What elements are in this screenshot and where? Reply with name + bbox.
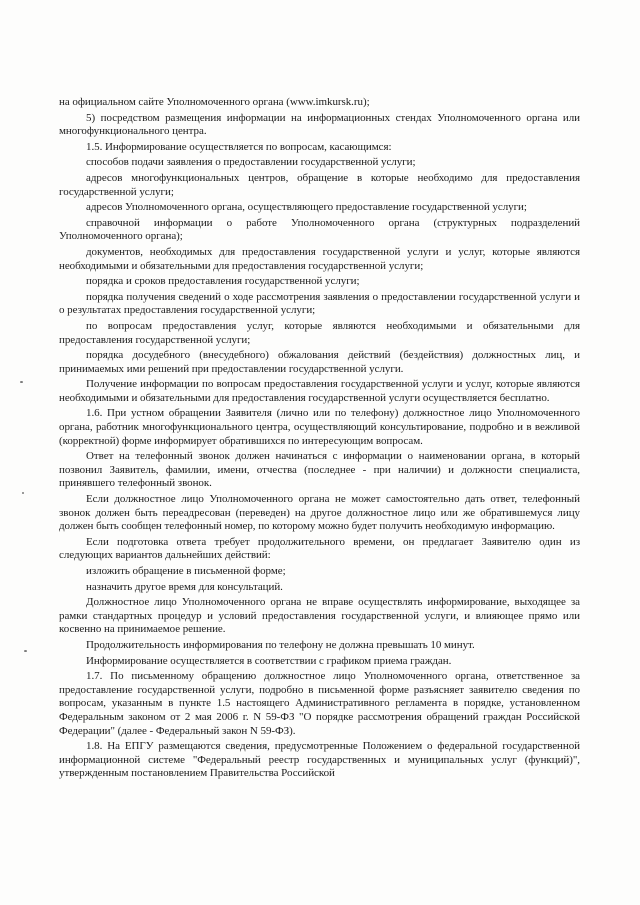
paragraph: 1.5. Информирование осуществляется по вопросам, касающимся: (86, 140, 392, 153)
paragraph: 5) посредством размещения информации на информационных стендах Уполномоченного органа или многофункционального центра. (59, 111, 580, 138)
paragraph: назначить другое время для консультаций. (86, 580, 283, 593)
paragraph: Продолжительность информирования по телефону не должна превышать 10 минут. (86, 638, 475, 651)
paragraph: порядка и сроков предоставления государственной услуги; (86, 275, 360, 288)
paragraph: справочной информации о работе Уполномоченного органа (структурных подразделений Уполномоченного органа); (59, 216, 580, 243)
paragraph: 1.7. По письменному обращению должностное лицо Уполномоченного органа, ответственное за предоставление государственной услуги, подробно в письменной форме разъясняет заявителю сведения по вопросам, указанным в пункте 1.5 настоящего Административного регламента в порядке, установленном Федеральным законом от 2 мая 2006 г. N 59-ФЗ "О порядке рассмотрения обращений граждан Российской Федерации" (далее - Федеральный закон N 59-ФЗ). (59, 670, 580, 737)
paragraph: порядка получения сведений о ходе рассмотрения заявления о предоставлении государственной услуги и о результатах предоставления государственной услуги; (59, 290, 580, 317)
scan-speck (20, 381, 23, 383)
paragraph: 1.8. На ЕПГУ размещаются сведения, предусмотренные Положением о федеральной государственной информационной системе "Федеральный реестр государственных и муниципальных услуг (функций)", утвержденным постановлением Правительства Российской (59, 740, 580, 780)
paragraph: Если подготовка ответа требует продолжительного времени, он предлагает Заявителю один из следующих вариантов дальнейших действий: (59, 535, 580, 562)
paragraph: Информирование осуществляется в соответствии с графиком приема граждан. (86, 654, 452, 667)
paragraph: Ответ на телефонный звонок должен начинаться с информации о наименовании органа, в который позвонил Заявитель, фамилии, имени, отчества (последнее - при наличии) и должности специалиста, принявшего телефонный звонок. (59, 450, 580, 490)
scan-speck (24, 650, 27, 652)
paragraph: изложить обращение в письменной форме; (86, 565, 286, 577)
scan-speck (22, 492, 24, 494)
paragraph: порядка досудебного (внесудебного) обжалования действий (бездействия) должностных лиц, и принимаемых ими решений при предоставлении государственной услуги. (59, 349, 580, 375)
paragraph: Если должностное лицо Уполномоченного органа не может самостоятельно дать ответ, телефонный звонок должен быть переадресован (переведен) на другое должностное лицо или же обратившемуся лицу должен быть сообщен телефонный номер, по которому можно будет получить необходимую информацию. (59, 493, 580, 533)
paragraph: адресов многофункциональных центров, обращение в которые необходимо для предоставления государственной услуги; (59, 171, 580, 198)
paragraph: способов подачи заявления о предоставлении государственной услуги; (86, 156, 416, 169)
paragraph: по вопросам предоставления услуг, которые являются необходимыми и обязательными для предоставления государственной услуги; (59, 319, 580, 346)
paragraph: Получение информации по вопросам предоставления государственной услуги и услуг, которые являются необходимыми и обязательными для предоставления государственной услуги осуществляется бесплатно. (59, 378, 580, 404)
paragraph: на официальном сайте Уполномоченного органа (www.imkursk.ru); (59, 96, 370, 108)
paragraph: документов, необходимых для предоставления государственной услуги и услуг, которые являются необходимыми и обязательными для предоставления государственной услуги; (59, 245, 580, 272)
paragraph: Должностное лицо Уполномоченного органа не вправе осуществлять информирование, выходящее за рамки стандартных процедур и условий предоставления государственной услуги, и влияющее прямо или косвенно на принимаемое решение. (59, 596, 580, 636)
paragraph: 1.6. При устном обращении Заявителя (лично или по телефону) должностное лицо Уполномоченного органа, работник многофункционального центра, осуществляющий консультирование, подробно и в вежливой (корректной) форме информирует обратившихся по интересующим вопросам. (59, 407, 580, 447)
paragraph: адресов Уполномоченного органа, осуществляющего предоставление государственной услуги; (86, 201, 527, 214)
document-page (59, 96, 580, 783)
